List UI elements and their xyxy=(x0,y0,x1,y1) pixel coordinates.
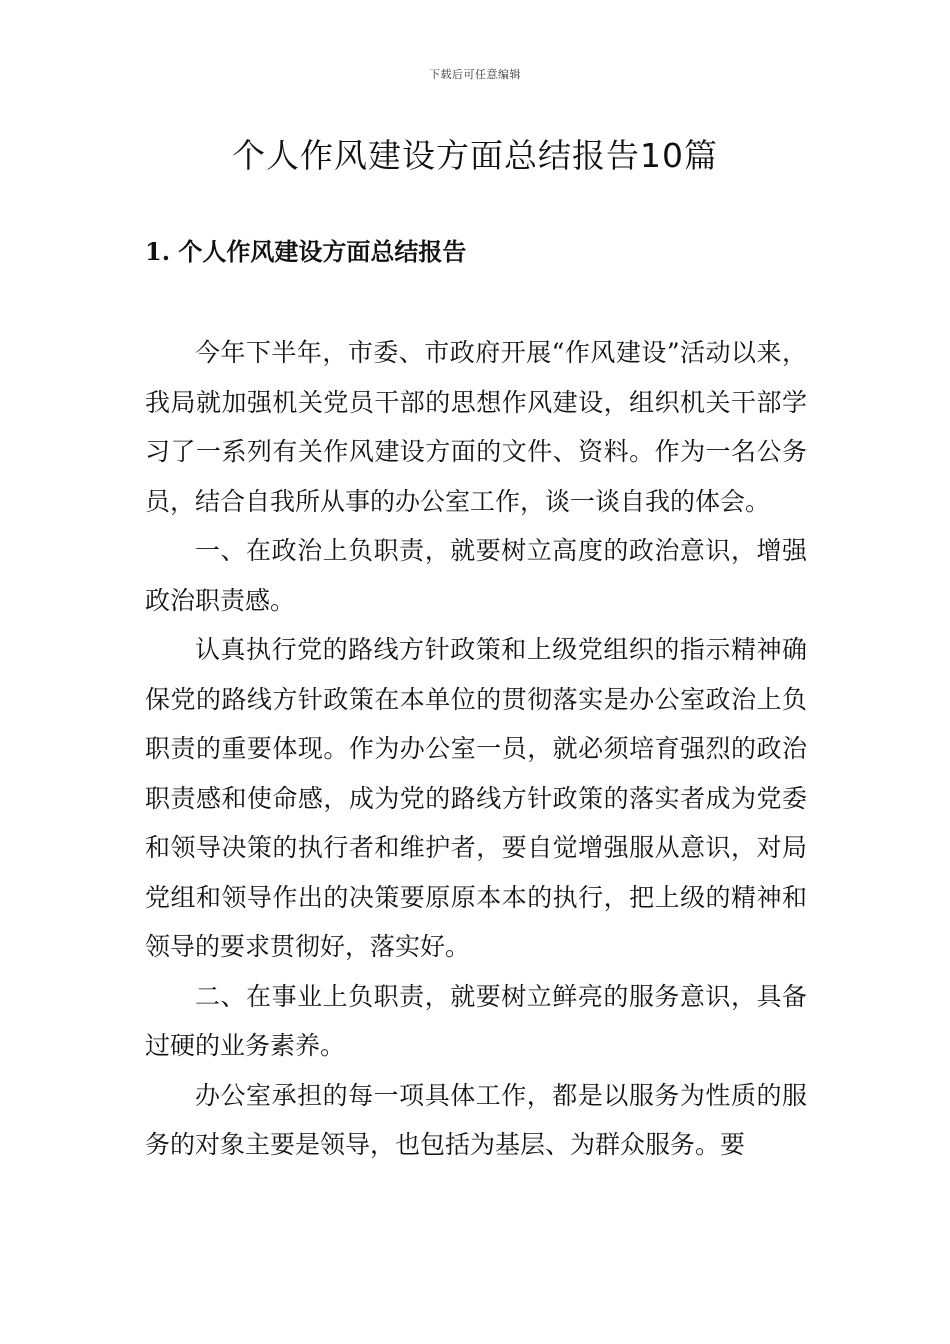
header-note: 下载后可任意编辑 xyxy=(429,68,521,81)
paragraph: 办公室承担的每一项具体工作，都是以服务为性质的服务的对象主要是领导，也包括为基层、为群众服务。要 xyxy=(145,1080,807,1159)
document-title: 个人作风建设方面总结报告10篇 xyxy=(232,136,718,175)
document-body xyxy=(145,328,807,1170)
paragraph: 今年下半年，市委、市政府开展“作风建设”活动以来，我局就加强机关党员干部的思想作风建设，组织机关干部学习了一系列有关作风建设方面的文件、资料。作为一名公务员，结合自我所从事的办公室工作，谈一谈自我的体会。 xyxy=(145,338,807,516)
paragraph: 二、在事业上负职责，就要树立鲜亮的服务意识，具备过硬的业务素养。 xyxy=(145,981,807,1060)
section-heading: 1. 个人作风建设方面总结报告 xyxy=(145,237,467,266)
paragraph: 一、在政治上负职责，就要树立高度的政治意识，增强政治职责感。 xyxy=(145,536,807,615)
paragraph: 认真执行党的路线方针政策和上级党组织的指示精神确保党的路线方针政策在本单位的贯彻落实是办公室政治上负职责的重要体现。作为办公室一员，就必须培育强烈的政治职责感和使命感，成为党的路线方针政策的落实者成为党委和领导决策的执行者和维护者，要自觉增强服从意识，对局党组和领导作出的决策要原原本本的执行，把上级的精神和领导的要求贯彻好，落实好。 xyxy=(145,635,807,961)
